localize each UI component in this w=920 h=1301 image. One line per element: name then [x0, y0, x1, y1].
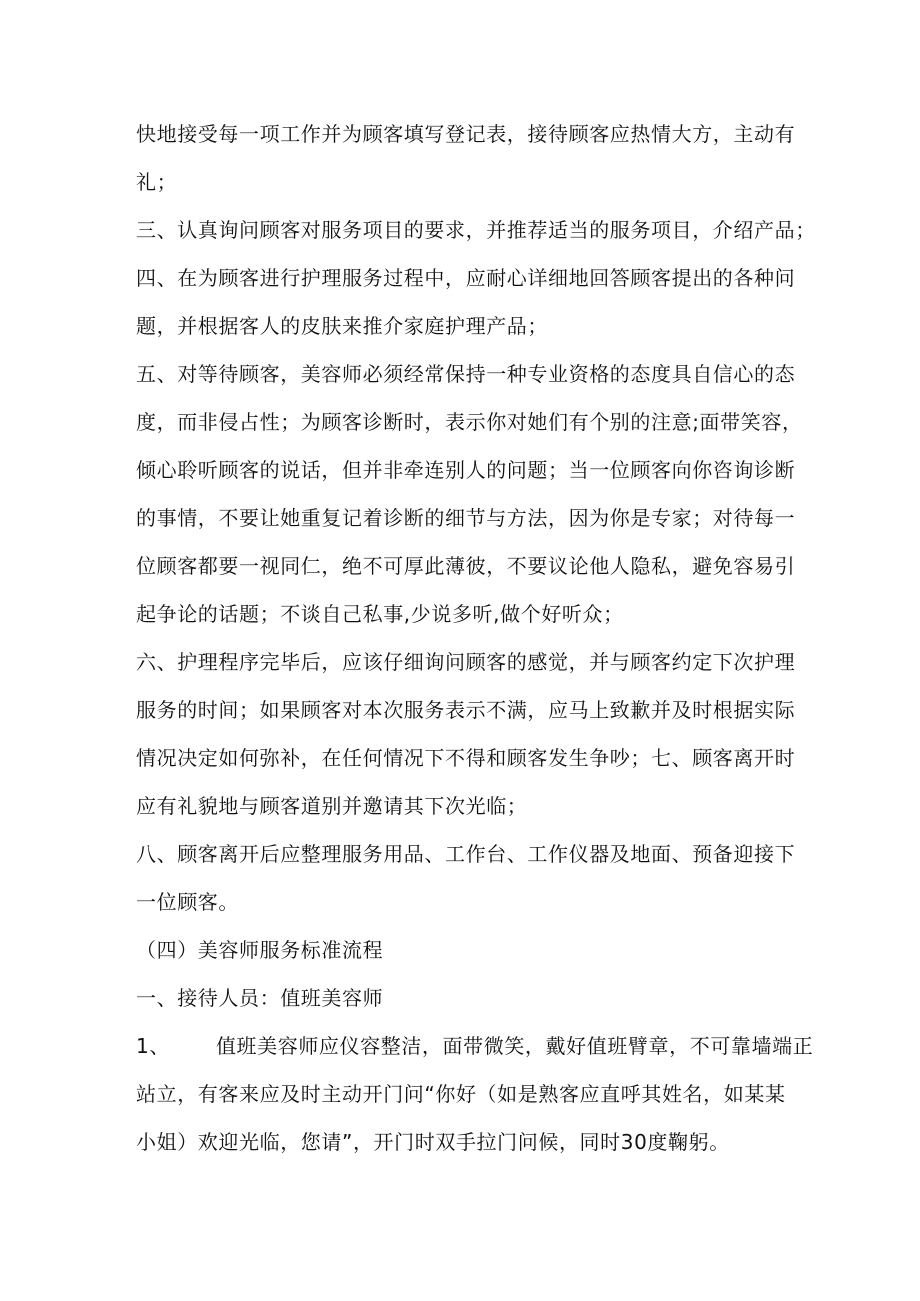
text-line: 应有礼貌地与顾客道别并邀请其下次光临；	[136, 794, 528, 818]
text-line: 度，而非侵占性；为顾客诊断时，表示你对她们有个别的注意;面带笑容，	[136, 410, 803, 434]
text-line: 快地接受每一项工作并为顾客填写登记表，接待顾客应热情大方，主动有	[136, 122, 796, 146]
text-line: 礼；	[136, 170, 178, 194]
text-line: 服务的时间；如果顾客对本次服务表示不满，应马上致歉并及时根据实际	[136, 698, 796, 722]
text-line: 六、护理程序完毕后，应该仔细询问顾客的感觉，并与顾客约定下次护理	[136, 650, 796, 674]
list-item-text: 值班美容师应仪容整洁，面带微笑，戴好值班臂章，不可靠墙端正	[215, 1034, 814, 1058]
text-line: 情况决定如何弥补，在任何情况下不得和顾客发生争吵；七、顾客离开时	[136, 746, 796, 770]
text-line: 小姐）欢迎光临，您请”，开门时双手拉门问候，同时30度鞠躬。	[136, 1130, 730, 1154]
text-line: 三、认真询问顾客对服务项目的要求，并推荐适当的服务项目，介绍产品；	[136, 218, 816, 242]
text-line: 四、在为顾客进行护理服务过程中，应耐心详细地回答顾客提出的各种问	[136, 266, 796, 290]
text-line: 的事情，不要让她重复记着诊断的细节与方法，因为你是专家；对待每一	[136, 506, 796, 530]
text-line: 五、对等待顾客，美容师必须经常保持一种专业资格的态度具自信心的态	[136, 362, 796, 386]
list-item-first-line	[136, 1032, 813, 1060]
text-line: 起争论的话题；不谈自己私事,少说多听,做个好听众；	[136, 602, 624, 626]
text-line: 位顾客都要一视同仁，绝不可厚此薄彼，不要议论他人隐私，避免容易引	[136, 554, 796, 578]
text-line: 倾心聆听顾客的说话，但并非牵连别人的问题；当一位顾客向你咨询诊断	[136, 458, 796, 482]
list-item-number: 1、	[136, 1034, 170, 1058]
text-line: 一位顾客。	[136, 890, 239, 914]
section-heading: （四）美容师服务标准流程	[136, 938, 384, 962]
text-line: 八、顾客离开后应整理服务用品、工作台、工作仪器及地面、预备迎接下	[136, 842, 796, 866]
text-line: 题，并根据客人的皮肤来推介家庭护理产品；	[136, 314, 548, 338]
text-line: 站立，有客来应及时主动开门问“你好（如是熟客应直呼其姓名，如某某	[136, 1082, 786, 1106]
subsection-heading: 一、接待人员：值班美容师	[136, 986, 384, 1010]
